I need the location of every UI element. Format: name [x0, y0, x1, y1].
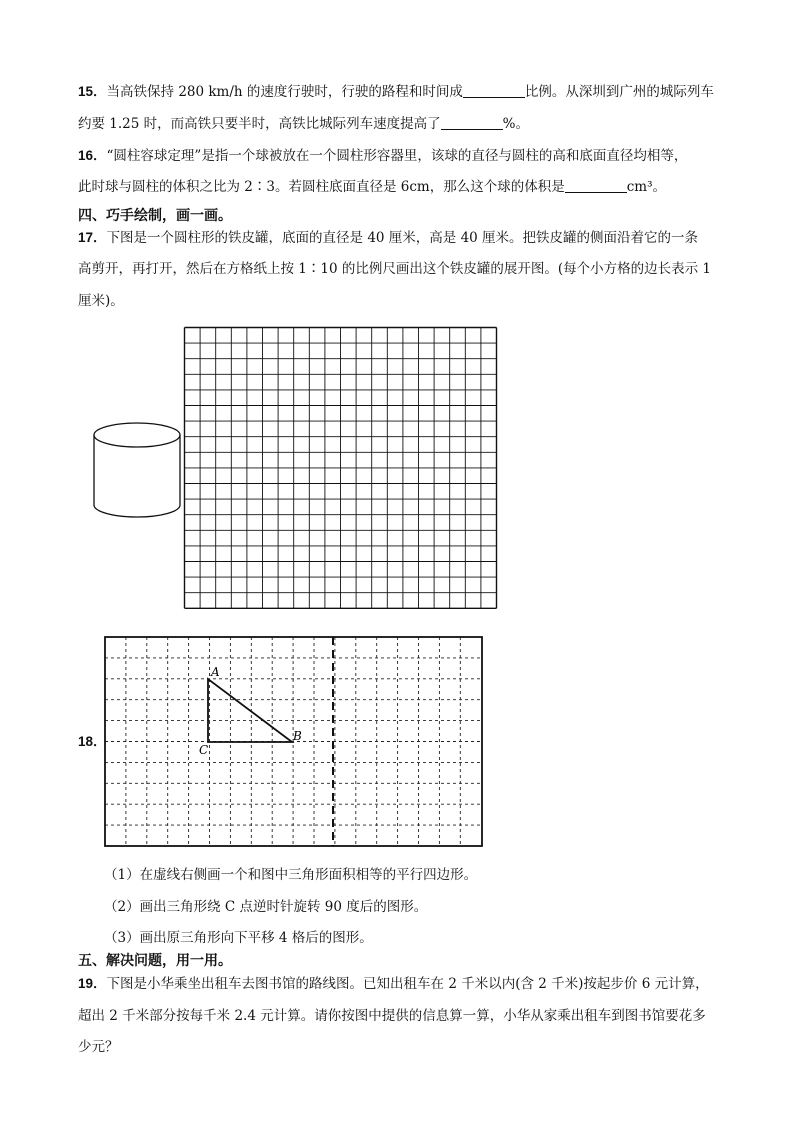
q18-sub-3: （3）画出原三角形向下平移 4 格后的图形。 [104, 930, 373, 946]
q15-text-2b: %。 [502, 116, 529, 132]
q15-text-2a: 约要 1.25 时，而高铁只要半时，高铁比城际列车速度提高了 [78, 116, 441, 132]
triangle-abc [208, 679, 292, 742]
q15-text-1a: 当高铁保持 280 km/h 的速度行驶时，行驶的路程和时间成 [106, 84, 463, 100]
q19-line-1 [78, 975, 709, 993]
q18-line [78, 733, 107, 751]
q17-line-1 [78, 229, 698, 247]
label-c: C [199, 743, 209, 757]
q17-line-2 [78, 260, 711, 278]
section-5-heading: 五、解决问题，用一用。 [78, 953, 232, 969]
q16-number: 16． [78, 148, 107, 163]
q17-text-3: 厘米)。 [78, 293, 124, 309]
q15-line-2 [78, 115, 529, 133]
q19-text-1: 下图是小华乘坐出租车去图书馆的路线图。已知出租车在 2 千米以内(含 2 千米)按起步价 6 元计算， [106, 976, 709, 992]
q16-text-2b: cm³。 [626, 179, 666, 195]
label-a: A [211, 665, 220, 679]
q16-text-2a: 此时球与圆柱的体积之比为 2∶3。若圆柱底面直径是 6cm，那么这个球的体积是 [78, 179, 565, 195]
q19-text-2: 超出 2 千米部分按每千米 2.4 元计算。请你按图中提供的信息算一算，小华从家乘出租车到图书馆要花多 [78, 1008, 706, 1024]
q15-text-1b: 比例。从深圳到广州的城际列车 [524, 84, 714, 100]
q16-text-1: “圆柱容球定理”是指一个球被放在一个圆柱形容器里，该球的直径与圆柱的高和底面直径均相等， [106, 148, 688, 164]
q18-number: 18． [78, 734, 107, 749]
q17-text-1: 下图是一个圆柱形的铁皮罐，底面的直径是 40 厘米，高是 40 厘米。把铁皮罐的侧面沿着它的一条 [106, 230, 699, 246]
q17-line-3 [78, 292, 124, 310]
q16-line-2 [78, 178, 666, 196]
q19-line-2 [78, 1007, 706, 1025]
q17-number: 17． [78, 230, 107, 245]
cylinder-figure [90, 420, 184, 520]
q16-line-1 [78, 147, 687, 165]
q19-number: 19． [78, 976, 107, 991]
q15-line-1 [78, 83, 714, 101]
q18-sub-2: （2）画出三角形绕 C 点逆时针旋转 90 度后的图形。 [104, 899, 428, 915]
q19-line-3 [78, 1038, 119, 1056]
q19-text-3: 少元？ [78, 1039, 119, 1055]
q18-sub-1: （1）在虚线右侧画一个和图中三角形面积相等的平行四边形。 [104, 867, 478, 883]
q15-blank-2[interactable] [441, 115, 503, 130]
q18-grid-figure[interactable] [104, 636, 484, 848]
q17-text-2: 高剪开，再打开，然后在方格纸上按 1∶10 的比例尺画出这个铁皮罐的展开图。(每个小方格的边长表示 1 [78, 261, 711, 277]
section-4-heading: 四、巧手绘制，画一画。 [78, 208, 232, 224]
q17-grid-paper[interactable] [183, 326, 498, 616]
q16-blank[interactable] [565, 178, 627, 193]
q15-number: 15． [78, 84, 107, 99]
q15-blank-1[interactable] [463, 83, 525, 98]
label-b: B [293, 729, 302, 743]
